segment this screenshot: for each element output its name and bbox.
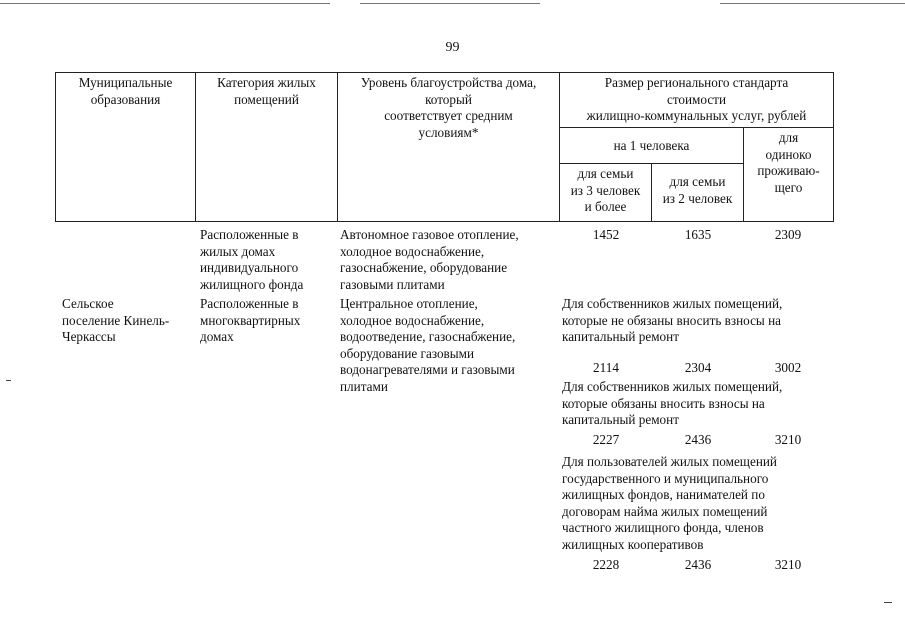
- row2-level: [340, 296, 515, 395]
- row1-value-family2: 1635: [684, 227, 712, 242]
- group3-value-family3: 2228: [592, 557, 620, 572]
- municipality-line: поселение Кинель-: [62, 312, 170, 328]
- header-text: одиноко: [765, 146, 812, 162]
- level-line: Автономное газовое отопление,: [340, 227, 519, 242]
- category-line: домах: [200, 329, 234, 344]
- row1-value-family3: 1452: [592, 227, 620, 242]
- header-municipality: [56, 73, 196, 222]
- header-text: для: [778, 130, 799, 145]
- header-text: соответствует средним: [384, 108, 513, 123]
- level-line: водоотведение, газоснабжение,: [340, 329, 516, 344]
- note-line: Для собственников жилых помещений,: [562, 379, 783, 394]
- category-line: Расположенные в: [200, 296, 299, 311]
- level-line: холодное водоснабжение,: [340, 312, 485, 328]
- level-line: газоснабжение, оборудование: [340, 260, 508, 275]
- header-text: который: [425, 91, 472, 107]
- scan-edge-line: [0, 3, 330, 4]
- municipality-name: [62, 296, 169, 346]
- category-line: жилых домах: [200, 243, 276, 259]
- group2-value-family3: 2227: [592, 432, 620, 447]
- header-text: для семьи: [669, 174, 726, 189]
- group2-value-single: 3210: [774, 432, 802, 447]
- scan-edge-line: [720, 3, 905, 4]
- municipality-line: Черкассы: [62, 329, 116, 344]
- header-text: проживаю-: [757, 163, 820, 178]
- category-line: многоквартирных: [200, 312, 301, 328]
- note-line: Для собственников жилых помещений,: [562, 296, 783, 311]
- group1-note: [562, 296, 782, 346]
- note-line: договорам найма жилых помещений: [562, 503, 768, 519]
- header-text: Размер регионального стандарта: [604, 75, 789, 90]
- group3-value-single: 3210: [774, 557, 802, 572]
- header-text: из 3 человек: [570, 182, 641, 198]
- standards-table: [55, 72, 834, 222]
- group3-note: [562, 454, 777, 553]
- header-standard: [560, 73, 834, 128]
- header-text: и более: [584, 199, 627, 214]
- header-per-person: на 1 человека: [560, 128, 744, 164]
- note-line: капитальный ремонт: [562, 412, 679, 427]
- level-line: плитами: [340, 378, 388, 394]
- header-text: Муниципальные: [78, 75, 173, 90]
- header-text: для семьи: [577, 166, 634, 181]
- note-line: Для пользователей жилых помещений: [562, 454, 777, 469]
- group1-value-family2: 2304: [684, 360, 712, 375]
- group3-value-family2: 2436: [684, 557, 712, 572]
- note-line: частного жилищного фонда, членов: [562, 520, 764, 535]
- header-category: [196, 73, 338, 222]
- group1-value-single: 3002: [774, 360, 802, 375]
- header-text: образования: [90, 91, 161, 107]
- row1-value-single: 2309: [774, 227, 802, 242]
- category-line: Расположенные в: [200, 227, 299, 242]
- category-line: жилищного фонда: [200, 276, 304, 292]
- header-text: Уровень благоустройства дома,: [360, 75, 537, 90]
- header-text: из 2 человек: [662, 190, 733, 206]
- group2-value-family2: 2436: [684, 432, 712, 447]
- header-text: стоимости: [666, 91, 727, 107]
- scan-mark: [884, 602, 892, 603]
- header-text: щего: [774, 179, 803, 195]
- level-line: холодное водоснабжение,: [340, 243, 485, 259]
- header-family3: [560, 164, 652, 222]
- row1-level: [340, 227, 519, 293]
- header-family2: [652, 164, 744, 222]
- row2-category: [200, 296, 300, 346]
- row1-category: [200, 227, 303, 293]
- group1-value-family3: 2114: [593, 360, 619, 375]
- page-number: 99: [445, 40, 460, 55]
- scan-edge-line: [360, 3, 540, 4]
- note-line: жилищных кооперативов: [562, 536, 704, 552]
- note-line: капитальный ремонт: [562, 329, 679, 344]
- group2-note: [562, 379, 782, 429]
- header-text: условиям*: [418, 124, 479, 140]
- note-line: которые не обязаны вносить взносы на: [562, 312, 781, 328]
- category-line: индивидуального: [200, 260, 299, 275]
- level-line: оборудование газовыми: [340, 345, 475, 361]
- municipality-line: Сельское: [62, 296, 114, 311]
- note-line: которые обязаны вносить взносы на: [562, 395, 765, 411]
- header-text: Категория жилых: [217, 75, 316, 90]
- level-line: водонагревателями и газовыми: [340, 362, 515, 377]
- header-text: помещений: [234, 91, 299, 107]
- scan-mark: [6, 380, 11, 381]
- header-single: [744, 128, 834, 222]
- note-line: жилищных фондов, нанимателей по: [562, 487, 765, 502]
- note-line: государственного и муниципального: [562, 470, 769, 486]
- level-line: газовыми плитами: [340, 276, 445, 292]
- level-line: Центральное отопление,: [340, 296, 478, 311]
- header-level: [338, 73, 560, 222]
- header-text: жилищно-коммунальных услуг, рублей: [586, 108, 807, 123]
